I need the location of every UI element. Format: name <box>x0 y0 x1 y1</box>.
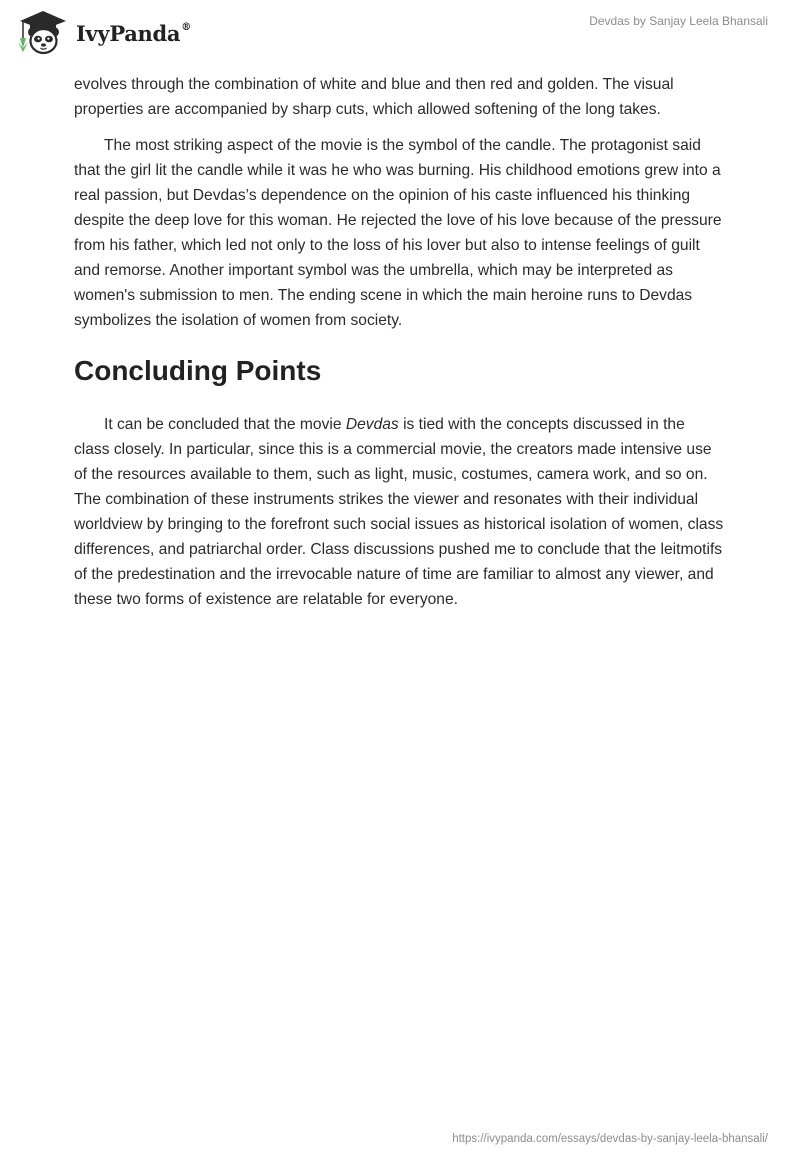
page-header <box>0 0 800 64</box>
paragraph-candle-symbol: The most striking aspect of the movie is the symbol of the candle. The protagonist said that the girl lit the candle while it was he who was burning. His childhood emotions grew into a real passion, but Devdas’s dependence on the opinion of his caste influenced his thinking despite the deep love for this woman. He rejected the love of his love because of the pressure from his father, which led not only to the loss of his lover but also to intense feelings of guilt and remorse. Another important symbol was the umbrella, which may be interpreted as women's submission to men. The ending scene in which the main heroine runs to Devdas symbolizes the isolation of women from society. <box>74 137 722 329</box>
essay-body <box>74 72 724 623</box>
ivypanda-logo[interactable] <box>14 8 191 56</box>
brand-name: IvyPanda® <box>76 20 191 46</box>
movie-title-italic: Devdas <box>345 416 399 433</box>
paragraph-continuation: evolves through the combination of white and blue and then red and golden. The visual properties are accompanied by sharp cuts, which allowed softening of the long takes. <box>74 76 674 118</box>
paragraph-conclusion: It can be concluded that the movie Devdas is tied with the concepts discussed in the class closely. In particular, since this is a commercial movie, the creators made intensive use of the resources available to them, such as light, music, costumes, camera work, and so on. The combination of these instruments strikes the viewer and resonates with their individual worldview by bringing to the forefront such social issues as historical isolation of women, class differences, and patriarchal order. Class discussions pushed me to conclude that the leitmotifs of the predestination and the irrevocable nature of time are familiar to almost any viewer, and these two forms of existence are relatable for everyone. <box>74 416 724 608</box>
document-title: Devdas by Sanjay Leela Bhansali <box>589 14 768 28</box>
section-heading: Concluding Points <box>74 355 322 386</box>
panda-graduate-icon <box>14 8 72 56</box>
source-url[interactable]: https://ivypanda.com/essays/devdas-by-sanjay-leela-bhansali/ <box>452 1133 768 1145</box>
